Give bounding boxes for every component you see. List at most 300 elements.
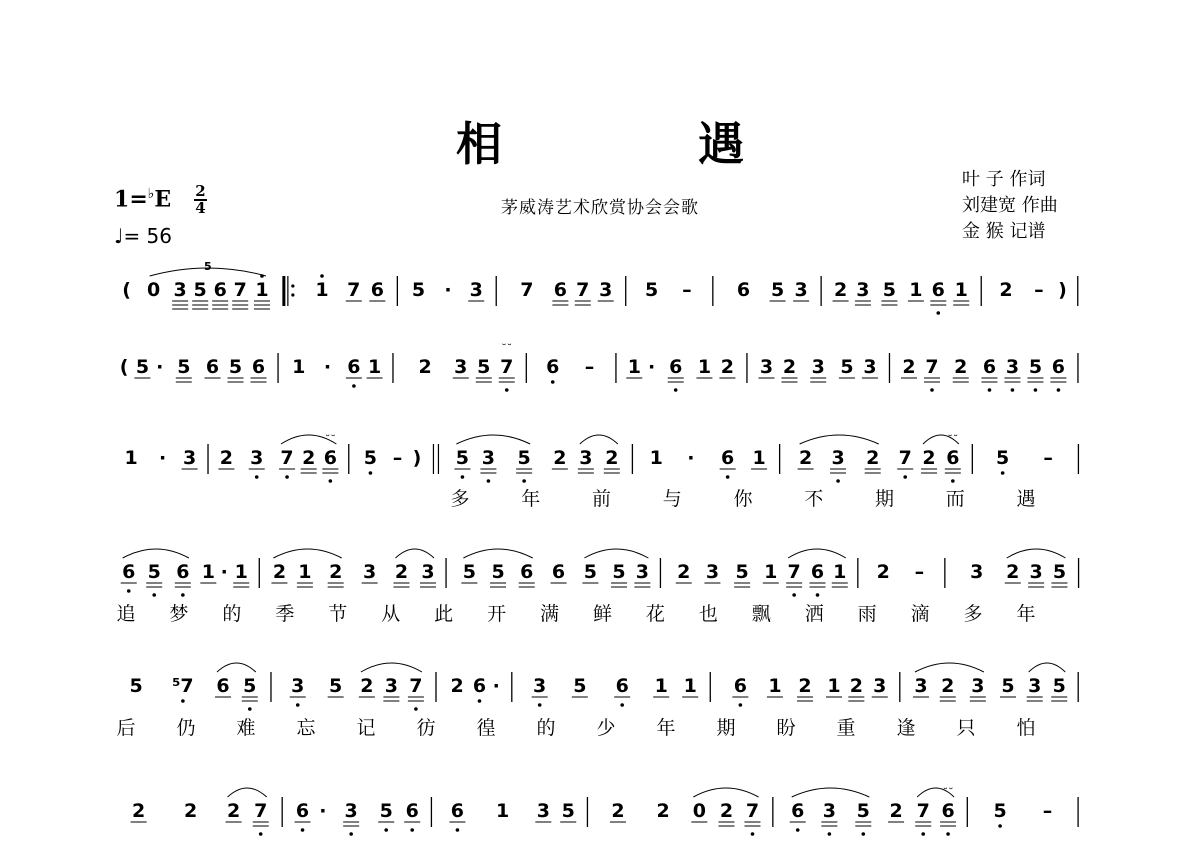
note-symbol: 6	[405, 800, 419, 822]
note-symbol: 3	[291, 675, 305, 697]
note-symbol: 5	[1001, 675, 1015, 697]
note-symbol: 6	[251, 356, 266, 378]
note-symbol: 5	[612, 561, 626, 583]
note-symbol: ·	[492, 675, 500, 697]
transcriber-credit: 金 猴 记谱	[962, 221, 1046, 242]
note-symbol: 3	[811, 356, 825, 378]
repeat-dot	[291, 293, 294, 296]
note-symbol: 2	[329, 561, 343, 583]
note-symbol: 5	[177, 356, 191, 378]
note-symbol: –	[914, 561, 925, 583]
octave-dot-low	[816, 593, 820, 597]
note-symbol: 1	[954, 279, 968, 301]
slur	[915, 663, 984, 672]
note-symbol: 5	[840, 356, 854, 378]
note-symbol: 1	[697, 356, 712, 378]
lyric-char: 与	[662, 488, 682, 510]
note-symbol: 5	[455, 447, 470, 469]
octave-dot-low	[384, 828, 388, 832]
note-symbol: 3	[579, 447, 593, 469]
note-symbol: 3	[863, 356, 877, 378]
lyric-char: 怕	[1016, 717, 1036, 739]
note-symbol: 6	[615, 675, 629, 697]
lyric-char: 飘	[751, 603, 771, 625]
note-symbol: ·	[647, 356, 656, 378]
note-symbol: 3	[1028, 675, 1042, 697]
note-symbol: 6	[323, 447, 337, 469]
octave-dot-low	[410, 828, 414, 832]
note-symbol: 7	[409, 675, 423, 697]
octave-dot-low	[1034, 388, 1038, 392]
note-symbol: ·	[319, 800, 327, 822]
slur	[395, 549, 434, 558]
note-symbol: 6	[176, 561, 190, 583]
page-title: 相 遇	[455, 117, 834, 171]
note-symbol: 7	[925, 356, 939, 378]
note-symbol: 2	[866, 447, 880, 469]
note-symbol: ·	[687, 447, 695, 469]
octave-dot-low	[828, 832, 832, 836]
key-one: 1	[114, 186, 130, 213]
lyric-char: 后	[116, 717, 136, 739]
note-symbol: 3	[873, 675, 887, 697]
flat-sign: ♭	[147, 186, 155, 202]
note-symbol: 1	[627, 356, 641, 378]
note-symbol: 1	[496, 800, 510, 822]
note-symbol: –	[1043, 447, 1053, 469]
octave-dot-low	[674, 388, 678, 392]
note-symbol: 3	[856, 279, 870, 301]
lyric-char: 节	[328, 603, 348, 625]
octave-dot-low	[152, 593, 156, 597]
note-symbol: ·	[156, 356, 164, 378]
note-symbol: 5	[993, 800, 1007, 822]
note-symbol: 2	[889, 800, 903, 822]
note-symbol: 1	[124, 447, 138, 469]
note-symbol: 2	[183, 800, 198, 822]
subtitle: 茅威涛艺术欣赏协会会歌	[501, 198, 699, 218]
slur	[1007, 549, 1066, 558]
lyric-char: 开	[487, 603, 507, 625]
note-symbol: 1	[833, 561, 847, 583]
lyric-char: 追	[116, 603, 136, 625]
note-symbol: 7	[520, 279, 534, 301]
note-symbol: 5	[1052, 675, 1066, 697]
note-symbol: 3	[536, 800, 550, 822]
tuplet-number: 5	[203, 260, 212, 273]
octave-dot-low	[988, 388, 992, 392]
note-symbol: 2	[226, 800, 241, 822]
lyric-char: 也	[698, 603, 718, 625]
note-symbol: 2	[450, 675, 464, 697]
note-symbol: 3	[970, 561, 984, 583]
lyric-char: 鲜	[592, 603, 612, 625]
note-symbol: 3	[250, 447, 264, 469]
slur	[456, 435, 530, 444]
octave-dot-high	[320, 274, 324, 278]
note-symbol: 2	[941, 675, 955, 697]
note-symbol: 3	[1029, 561, 1043, 583]
note-symbol: 1	[764, 561, 778, 583]
note-symbol: 7	[787, 561, 801, 583]
octave-dot-low	[255, 475, 259, 479]
lyric-char: 彷	[416, 717, 436, 739]
slur	[463, 549, 532, 558]
octave-dot-low	[352, 384, 356, 388]
note-symbol: 3	[971, 675, 985, 697]
note-symbol: 2	[418, 356, 432, 378]
note-symbol: 6	[450, 800, 465, 822]
slur	[228, 788, 267, 797]
lyric-char: 年	[656, 717, 676, 739]
slur	[273, 549, 341, 558]
slur	[800, 435, 879, 444]
note-symbol: 1	[683, 675, 697, 697]
note-symbol: 2	[272, 561, 287, 583]
lyric-char: 只	[956, 717, 976, 739]
lyric-char: 遇	[1016, 488, 1036, 510]
octave-dot-low	[505, 388, 509, 392]
meter-top: 2	[195, 182, 206, 200]
lyric-char: 少	[596, 717, 616, 739]
slur	[1029, 663, 1066, 672]
octave-dot-low	[951, 479, 955, 483]
note-symbol: –	[682, 279, 692, 301]
note-symbol: 6	[551, 561, 566, 583]
lyric-char: 逢	[896, 717, 916, 739]
note-symbol: 1	[654, 675, 668, 697]
slur	[123, 549, 189, 558]
repeat-dot	[291, 284, 294, 287]
lyric-char: 雨	[857, 603, 877, 625]
lyric-char: 难	[236, 717, 256, 739]
tempo-value: = 56	[123, 224, 173, 248]
note-symbol: 7	[280, 447, 294, 469]
note-symbol: 5	[477, 356, 491, 378]
slur	[693, 788, 758, 797]
octave-dot-low	[248, 707, 252, 711]
note-symbol: 2	[656, 800, 670, 822]
note-symbol: ⁵7	[172, 675, 194, 697]
composer-credit: 刘建宽 作曲	[962, 195, 1058, 216]
slur	[584, 549, 648, 558]
octave-dot-low	[285, 475, 289, 479]
note-symbol: ·	[158, 447, 167, 469]
note-symbol: 6	[721, 447, 735, 469]
note-symbol: 2	[302, 447, 316, 469]
note-symbol: 6	[669, 356, 683, 378]
note-symbol: 5	[1052, 561, 1067, 583]
note-symbol: 1	[298, 561, 312, 583]
note-symbol: 5	[882, 279, 897, 301]
note-symbol: 3	[421, 561, 435, 583]
note-symbol: 6	[982, 356, 997, 378]
note-symbol: 5	[996, 447, 1010, 469]
note-symbol: 3	[533, 675, 547, 697]
note-symbol: )	[412, 447, 422, 469]
note-symbol: 6	[946, 447, 960, 469]
note-symbol: ·	[323, 356, 332, 378]
note-symbol: 6	[941, 800, 955, 822]
note-symbol: 5	[645, 279, 659, 301]
note-symbol: 1	[909, 279, 923, 301]
octave-dot-low	[792, 593, 796, 597]
note-symbol: 5	[243, 675, 257, 697]
note-symbol: 3	[384, 675, 399, 697]
lyric-char: 多	[963, 603, 983, 625]
note-symbol: 2	[611, 800, 625, 822]
note-symbol: 1	[201, 561, 215, 583]
note-symbol: (	[122, 279, 131, 301]
note-symbol: 1	[234, 561, 248, 583]
note-symbol: 5	[379, 800, 393, 822]
note-symbol: 1	[752, 447, 766, 469]
note-symbol: 2	[360, 675, 374, 697]
note-symbol: 6	[472, 675, 487, 697]
octave-dot-low	[349, 832, 353, 836]
octave-dot-low	[369, 471, 373, 475]
ornament-mark: ˘˘	[947, 433, 959, 446]
lyricist-credit: 叶 子 作词	[962, 169, 1046, 190]
note-symbol: 2	[677, 561, 691, 583]
lyric-char: 记	[356, 717, 376, 739]
octave-dot-low	[921, 832, 925, 836]
note-symbol: 2	[553, 447, 567, 469]
octave-dot-low	[1057, 388, 1061, 392]
note-symbol: 7	[916, 800, 930, 822]
note-symbol: 6	[347, 356, 361, 378]
ornament-mark: ˘˘	[942, 786, 954, 799]
octave-dot-low	[936, 311, 940, 315]
lyric-char: 期	[874, 488, 895, 510]
note-symbol: 5	[135, 356, 150, 378]
octave-dot-low	[551, 380, 555, 384]
note-symbol: 6	[370, 279, 384, 301]
octave-dot-low	[414, 707, 418, 711]
note-symbol: 3	[173, 279, 187, 301]
note-symbol: 3	[831, 447, 845, 469]
note-symbol: 2	[833, 279, 848, 301]
note-symbol: 3	[635, 561, 650, 583]
note-symbol: 3	[363, 561, 377, 583]
lyric-char: 仍	[176, 717, 196, 739]
note-symbol: –	[1034, 279, 1044, 301]
note-symbol: –	[584, 356, 595, 378]
note-symbol: 2	[798, 447, 813, 469]
note-symbol: 1	[827, 675, 841, 697]
octave-dot-low	[930, 388, 934, 392]
octave-dot-low	[726, 475, 730, 479]
lyric-char: 徨	[476, 717, 496, 739]
note-symbol: 2	[1006, 561, 1020, 583]
lyric-char: 的	[536, 717, 556, 739]
note-symbol: 6	[791, 800, 805, 822]
note-symbol: 5	[147, 561, 161, 583]
note-symbol: 5	[411, 279, 426, 301]
note-symbol: 3	[182, 447, 197, 469]
note-symbol: 5	[129, 675, 143, 697]
octave-dot-low	[478, 699, 482, 703]
key-eq: =	[129, 186, 148, 213]
note-symbol: 7	[233, 279, 247, 301]
slur	[217, 663, 256, 672]
octave-dot-low	[739, 703, 743, 707]
octave-dot-low	[946, 832, 950, 836]
octave-dot-low	[296, 703, 300, 707]
note-symbol: 6	[1051, 356, 1066, 378]
lyric-char: 多	[450, 488, 470, 510]
note-symbol: 1	[649, 447, 663, 469]
note-symbol: 2	[720, 356, 735, 378]
note-symbol: 1	[292, 356, 306, 378]
note-symbol: 6	[213, 279, 227, 301]
octave-dot-low	[903, 475, 907, 479]
note-symbol: 5	[735, 561, 749, 583]
note-symbol: 2	[394, 561, 409, 583]
octave-dot-low	[1001, 471, 1005, 475]
note-symbol: 3	[481, 447, 496, 469]
lyric-char: 季	[275, 603, 295, 625]
octave-dot-low	[620, 703, 624, 707]
lyric-char: 此	[434, 603, 454, 625]
note-symbol: 3	[344, 800, 358, 822]
note-symbol: 2	[219, 447, 234, 469]
note-symbol: 2	[131, 800, 146, 822]
lyric-char: 盼	[776, 717, 796, 739]
note-symbol: 2	[849, 675, 863, 697]
note-symbol: 7	[254, 800, 268, 822]
note-symbol: 6	[520, 561, 534, 583]
note-symbol: 5	[363, 447, 378, 469]
note-symbol: 7	[745, 800, 760, 822]
lyric-char: 不	[804, 488, 824, 510]
note-symbol: 6	[736, 279, 751, 301]
note-symbol: 6	[122, 561, 136, 583]
note-symbol: 5	[573, 675, 587, 697]
note-symbol: 2	[902, 356, 916, 378]
lyric-char: 忘	[296, 717, 316, 739]
note-symbol: 3	[705, 561, 720, 583]
octave-dot-low	[861, 832, 865, 836]
octave-dot-low	[181, 593, 185, 597]
note-symbol: 5	[856, 800, 870, 822]
note-symbol: 2	[999, 279, 1013, 301]
lyric-char: 的	[222, 603, 242, 625]
note-symbol: 5	[462, 561, 477, 583]
octave-dot-low	[461, 475, 465, 479]
ornament-mark: ˘˘	[324, 433, 336, 446]
note-symbol: 3	[469, 279, 483, 301]
note-symbol: 1	[768, 675, 782, 697]
octave-dot-low	[1011, 388, 1015, 392]
note-symbol: 0	[692, 800, 706, 822]
meter-bottom: 4	[195, 199, 206, 217]
lyric-char: 而	[945, 488, 965, 510]
lyric-char: 满	[540, 603, 560, 625]
octave-dot-low	[259, 832, 263, 836]
lyric-char: 梦	[169, 603, 189, 625]
lyric-char: 从	[381, 603, 401, 625]
note-symbol: 7	[500, 356, 514, 378]
note-symbol: 5	[491, 561, 505, 583]
octave-dot-low	[796, 828, 800, 832]
octave-dot-low	[998, 824, 1002, 828]
lyric-char: 期	[716, 717, 736, 739]
lyric-char: 你	[733, 488, 753, 510]
octave-dot-low	[301, 828, 305, 832]
note-symbol: 2	[782, 356, 797, 378]
note-symbol: 3	[759, 356, 774, 378]
note-symbol: 7	[347, 279, 361, 301]
note-symbol: )	[1058, 279, 1067, 301]
note-symbol: 1	[367, 356, 382, 378]
note-symbol: 6	[546, 356, 560, 378]
note-symbol: 6	[553, 279, 568, 301]
note-symbol: 3	[599, 279, 613, 301]
note-symbol: –	[1042, 800, 1053, 822]
note-symbol: 5	[770, 279, 785, 301]
note-symbol: 5	[1028, 356, 1043, 378]
note-symbol: 3	[454, 356, 468, 378]
note-symbol: 3	[914, 675, 928, 697]
quarter-note-icon: ♩	[114, 224, 124, 248]
note-symbol: 2	[605, 447, 619, 469]
note-symbol: 3	[822, 800, 836, 822]
note-symbol: 5	[329, 675, 343, 697]
lyric-char: 洒	[804, 603, 824, 625]
note-symbol: 6	[295, 800, 310, 822]
octave-dot-low	[456, 828, 460, 832]
note-symbol: 1	[315, 279, 329, 301]
note-symbol: 5	[228, 356, 243, 378]
note-symbol: –	[392, 447, 403, 469]
octave-dot-low	[836, 479, 840, 483]
octave-dot-low	[522, 479, 526, 483]
octave-dot-low	[751, 832, 755, 836]
note-symbol: (	[119, 356, 129, 378]
lyric-char: 年	[521, 488, 541, 510]
note-symbol: 5	[517, 447, 531, 469]
note-symbol: 7	[898, 447, 912, 469]
note-symbol: 2	[719, 800, 734, 822]
note-symbol: 6	[205, 356, 220, 378]
note-symbol: 7	[576, 279, 590, 301]
note-symbol: ·	[444, 279, 452, 301]
note-symbol: 2	[954, 356, 968, 378]
octave-dot-low	[181, 699, 185, 703]
note-symbol: 5	[583, 561, 598, 583]
note-symbol: 2	[798, 675, 812, 697]
note-symbol: 1	[255, 279, 269, 301]
note-symbol: 6	[733, 675, 747, 697]
octave-dot-low	[329, 479, 333, 483]
ornament-mark: ˘˘	[501, 342, 513, 355]
octave-dot-low	[487, 479, 491, 483]
note-symbol: 6	[931, 279, 945, 301]
note-symbol: ·	[220, 561, 228, 583]
note-symbol: 5	[561, 800, 575, 822]
slur	[580, 435, 618, 444]
lyric-char: 花	[645, 603, 665, 625]
lyric-char: 年	[1016, 603, 1036, 625]
lyric-char: 重	[836, 717, 856, 739]
octave-dot-low	[127, 589, 131, 593]
note-symbol: 2	[922, 447, 936, 469]
slur	[792, 788, 870, 797]
note-symbol: 5	[193, 279, 207, 301]
note-symbol: 3	[794, 279, 808, 301]
key-note: E	[154, 186, 172, 213]
